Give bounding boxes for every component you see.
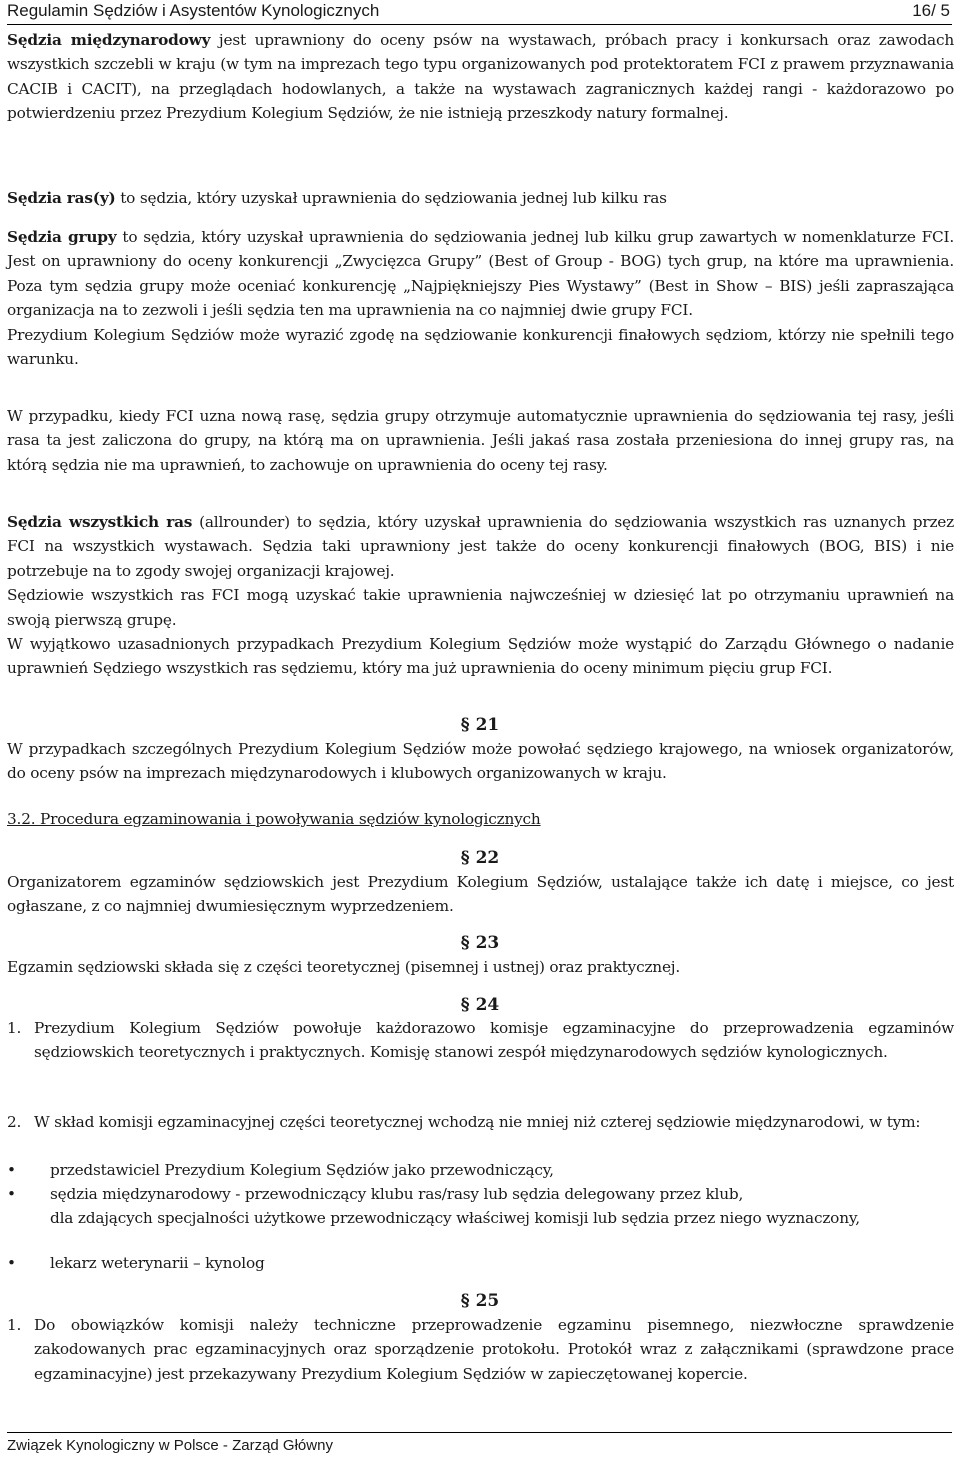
paragraph-breed-judge	[7, 186, 954, 210]
bullet-text: lekarz weterynarii – kynolog	[50, 1254, 265, 1272]
page-number: 16/ 5	[912, 1, 950, 20]
paragraph-21: W przypadkach szczególnych Prezydium Kolegium Sędziów może powołać sędziego krajowego, na wniosek organizatorów, do oceny psów na imprezach międzynarodowych i klubowych organizowanych w kraju.	[7, 740, 954, 783]
bullet-icon: •	[7, 1161, 16, 1179]
bullet-text-line: sędzia międzynarodowy - przewodniczący klubu ras/rasy lub sędzia delegowany przez klub,	[50, 1185, 744, 1203]
section-mark-25: § 25	[460, 1291, 500, 1311]
term-breed-judge: Sędzia ras(y)	[7, 189, 116, 207]
list-item-text: Prezydium Kolegium Sędziów powołuje każdorazowo komisje egzaminacyjne do przeprowadzenia egzaminów sędziowskich teoretycznych i praktycznych. Komisję stanowi zespół międzynarodowych sędziów kynologicznych.	[34, 1019, 954, 1062]
bullet-text	[50, 1182, 954, 1231]
section-heading-text: 3.2. Procedura egzaminowania i powoływania sędziów kynologicznych	[7, 810, 541, 828]
list-item-text: Do obowiązków komisji należy techniczne przeprowadzenie egzaminu pisemnego, niezwłoczne sprawdzenie zakodowanych prac egzaminacyjnych oraz sporządzenie protokołu. Protokół wraz z załącznikami (sprawdzone prace egzaminacyjne) jest przekazywany Prezydium Kolegium Sędziów w zapieczętowanej kopercie.	[34, 1316, 954, 1383]
bullet-text-continuation: dla zdających specjalności użytkowe przewodniczący właściwej komisji lub sędzia przez niego wyznaczony,	[50, 1209, 860, 1228]
list-item-24-2	[7, 1110, 954, 1134]
paragraph-text: (allrounder) to sędzia, który uzyskał uprawnienia do sędziowania wszystkich ras uznanych przez FCI na wszystkich wystawach. Sędzia taki uprawniony jest także do oceny konkurencji finałowych (BOG, BIS) i nie potrzebuje na to zgody swojej organizacji krajowej.	[7, 513, 955, 580]
paragraph-text: to sędzia, który uzyskał uprawnienia do sędziowania jednej lub kilku grup zawartych w nomenklaturze FCI. Jest on uprawniony do oceny konkurencji „Zwycięzca Grupy” (Best of Group - BOG) tych grup, na które ma uprawnienia. Poza tym sędzia grupy może oceniać konkurencję „Najpiękniejszy Pies Wystawy” (Best in Show – BIS) jeśli zapraszająca organizacja na to zezwoli i jeśli sędzia ten ma uprawnienia na co najmniej dwie grupy FCI.	[7, 228, 954, 320]
term-international-judge: Sędzia międzynarodowy	[7, 31, 211, 49]
paragraph-all-breeds-judge	[7, 510, 954, 681]
page-header	[7, 0, 952, 25]
paragraph-text: W wyjątkowo uzasadnionych przypadkach Prezydium Kolegium Sędziów może wystąpić do Zarządu Głównego o nadanie uprawnień Sędziego wszystkich ras sędziemu, który ma już uprawnienia do oceny minimum pięciu grup FCI.	[7, 635, 954, 678]
list-number: 2.	[7, 1113, 22, 1131]
section-mark-21: § 21	[460, 715, 500, 735]
list-item-text: W skład komisji egzaminacyjnej części teoretycznej wchodzą nie mniej niż czterej sędziowie międzynarodowi, w tym:	[34, 1113, 921, 1131]
page-footer	[7, 1432, 952, 1455]
document-title: Regulamin Sędziów i Asystentów Kynologicznych	[7, 1, 380, 20]
bullet-item-3	[7, 1251, 954, 1275]
paragraph-international-judge	[7, 28, 954, 126]
section-mark-23: § 23	[460, 933, 500, 953]
bullet-icon: •	[7, 1254, 16, 1272]
footer-text: Związek Kynologiczny w Polsce - Zarząd Główny	[7, 1437, 333, 1454]
bullet-icon: •	[7, 1185, 16, 1203]
list-item-25-1	[7, 1313, 954, 1386]
bullet-item-2	[7, 1182, 954, 1231]
section-mark-24: § 24	[460, 995, 500, 1015]
paragraph-group-judge	[7, 225, 954, 371]
paragraph-22: Organizatorem egzaminów sędziowskich jest Prezydium Kolegium Sędziów, ustalające także ich datę i miejsce, co jest ogłaszane, z co najmniej dwumiesięcznym wyprzedzeniem.	[7, 873, 954, 916]
list-item-24-1	[7, 1016, 954, 1065]
list-number: 1.	[7, 1019, 22, 1037]
bullet-item-1	[7, 1158, 954, 1182]
paragraph-text: Sędziowie wszystkich ras FCI mogą uzyskać takie uprawnienia najwcześniej w dziesięć lat po otrzymaniu uprawnień na swoją pierwszą grupę.	[7, 586, 954, 629]
paragraph-text: jest uprawniony do oceny psów na wystawach, próbach pracy i konkursach oraz zawodach wszystkich szczebli w kraju (w tym na imprezach tego typu organizowanych pod protektoratem FCI z prawem przyznawania CACIB i CACIT), na przeglądach hodowlanych, a także na wystawach zagranicznych każdej rangi - każdorazowo po potwierdzeniu przez Prezydium Kolegium Sędziów, że nie istnieją przeszkody natury formalnej.	[7, 31, 954, 123]
list-number: 1.	[7, 1316, 22, 1334]
bullet-text: przedstawiciel Prezydium Kolegium Sędziów jako przewodniczący,	[50, 1161, 554, 1179]
paragraph-new-breed: W przypadku, kiedy FCI uzna nową rasę, sędzia grupy otrzymuje automatycznie uprawnienia do sędziowania tej rasy, jeśli rasa ta jest zaliczona do grupy, na którą ma on uprawnienia. Jeśli jakaś rasa została przeniesiona do innej grupy ras, na którą sędzia nie ma uprawnień, to zachowuje on uprawnienia do oceny tej rasy.	[7, 407, 954, 474]
paragraph-text: Prezydium Kolegium Sędziów może wyrazić zgodę na sędziowanie konkurencji finałowych sędziom, którzy nie spełnili tego warunku.	[7, 325, 954, 369]
section-heading-3-2	[7, 807, 954, 831]
term-all-breeds-judge: Sędzia wszystkich ras	[7, 513, 193, 531]
paragraph-text: to sędzia, który uzyskał uprawnienia do sędziowania jednej lub kilku ras	[115, 189, 667, 207]
term-group-judge: Sędzia grupy	[7, 228, 117, 246]
section-mark-22: § 22	[460, 848, 500, 868]
paragraph-23: Egzamin sędziowski składa się z części teoretycznej (pisemnej i ustnej) oraz praktycznej.	[7, 958, 681, 976]
